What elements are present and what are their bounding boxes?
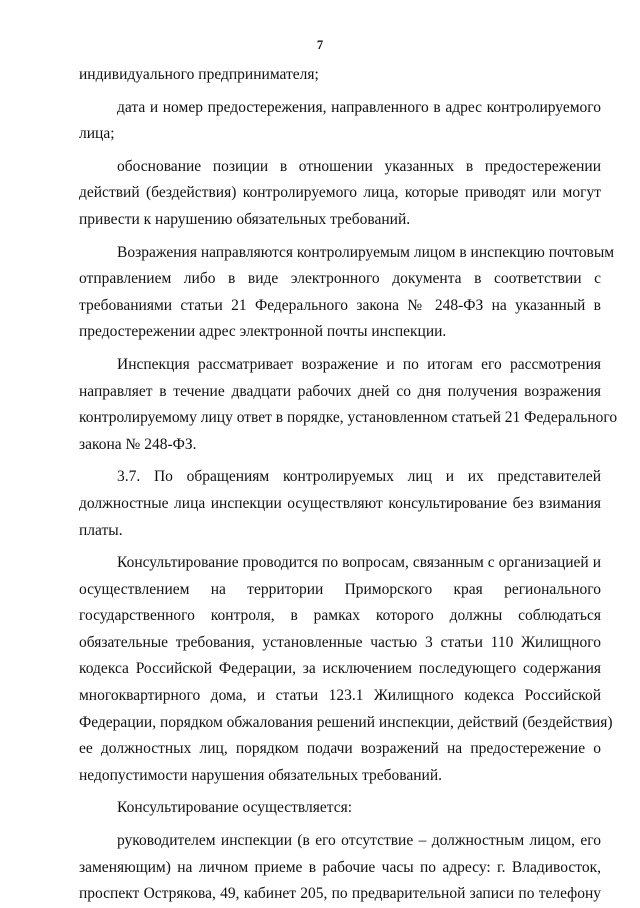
text-line: действий (бездействия) контролируемого лица, которые приводят или могут: [79, 184, 601, 202]
text-line: закона № 248-ФЗ.: [79, 435, 197, 453]
text-line: предостережении адрес электронной почты инспекции.: [79, 323, 447, 341]
text-line: отправлением либо в виде электронного документа в соответствии с: [79, 270, 601, 288]
text-line: руководителем инспекции (в его отсутствие – должностным лицом, его: [117, 832, 601, 850]
paragraph-warning-date-number: [79, 95, 601, 148]
paragraph-position-justification: [79, 154, 601, 234]
text-line: контролируемому лицу ответ в порядке, установленном статьей 21 Федерального: [79, 409, 618, 427]
page-number: 7: [316, 38, 324, 52]
paragraph-inspection-review: [79, 352, 618, 458]
text-line: лица;: [79, 125, 115, 143]
text-line: недопустимости нарушения обязательных требований.: [79, 766, 443, 784]
text-line: направляет в течение двадцати рабочих дней со дня получения возражения: [79, 382, 601, 400]
text-line: государственного контроля, в рамках которого должны соблюдаться: [79, 607, 601, 625]
text-line: привести к нарушению обязательных требований.: [79, 210, 411, 228]
text-line: платы.: [79, 521, 123, 539]
text-line: заменяющим) на личном приеме в рабочие часы по адресу: г. Владивосток,: [79, 858, 601, 876]
text-line: Возражения направляются контролируемым лицом в инспекцию почтовым: [117, 243, 615, 261]
text-line: многоквартирного дома, и статьи 123.1 Жилищного кодекса Российской: [79, 687, 601, 705]
paragraph-consultation-topics: [79, 550, 613, 789]
text-line: проспект Острякова, 49, кабинет 205, по предварительной записи по телефону: [79, 885, 601, 903]
text-line: 3.7. По обращениям контролируемых лиц и их представителей: [117, 468, 601, 486]
text-line: дата и номер предостережения, направленного в адрес контролируемого: [117, 98, 601, 116]
paragraph-consultation-performed: [79, 795, 601, 822]
text-line: обоснование позиции в отношении указанных в предостережении: [117, 157, 601, 175]
text-line: Инспекция рассматривает возражение и по итогам его рассмотрения: [117, 355, 601, 373]
text-line: Консультирование проводится по вопросам, связанным с организацией и: [117, 554, 601, 572]
text-line: осуществлением на территории Приморского края регионального: [79, 580, 601, 598]
paragraph-individual-entrepreneur: [79, 62, 601, 89]
document-body: [79, 62, 618, 908]
text-line: индивидуального предпринимателя;: [79, 66, 319, 83]
text-line: обязательные требования, установленные частью 3 статьи 110 Жилищного: [79, 633, 601, 651]
paragraph-objections-sent: [79, 240, 615, 346]
paragraph-3-7-consultations: [79, 464, 601, 544]
text-line: кодекса Российской Федерации, за исключением последующего содержания: [79, 660, 601, 678]
text-line: Федерации, порядком обжалования решений инспекции, действий (бездействия): [79, 713, 613, 731]
text-line: должностные лица инспекции осуществляют консультирование без взимания: [79, 494, 601, 512]
text-line: требованиями статьи 21 Федерального закона № 248-ФЗ на указанный в: [79, 296, 601, 314]
text-line: Консультирование осуществляется:: [117, 799, 353, 817]
text-line: ее должностных лиц, порядком подачи возражений на предостережение о: [79, 740, 601, 758]
paragraph-head-of-inspection: [79, 828, 601, 908]
